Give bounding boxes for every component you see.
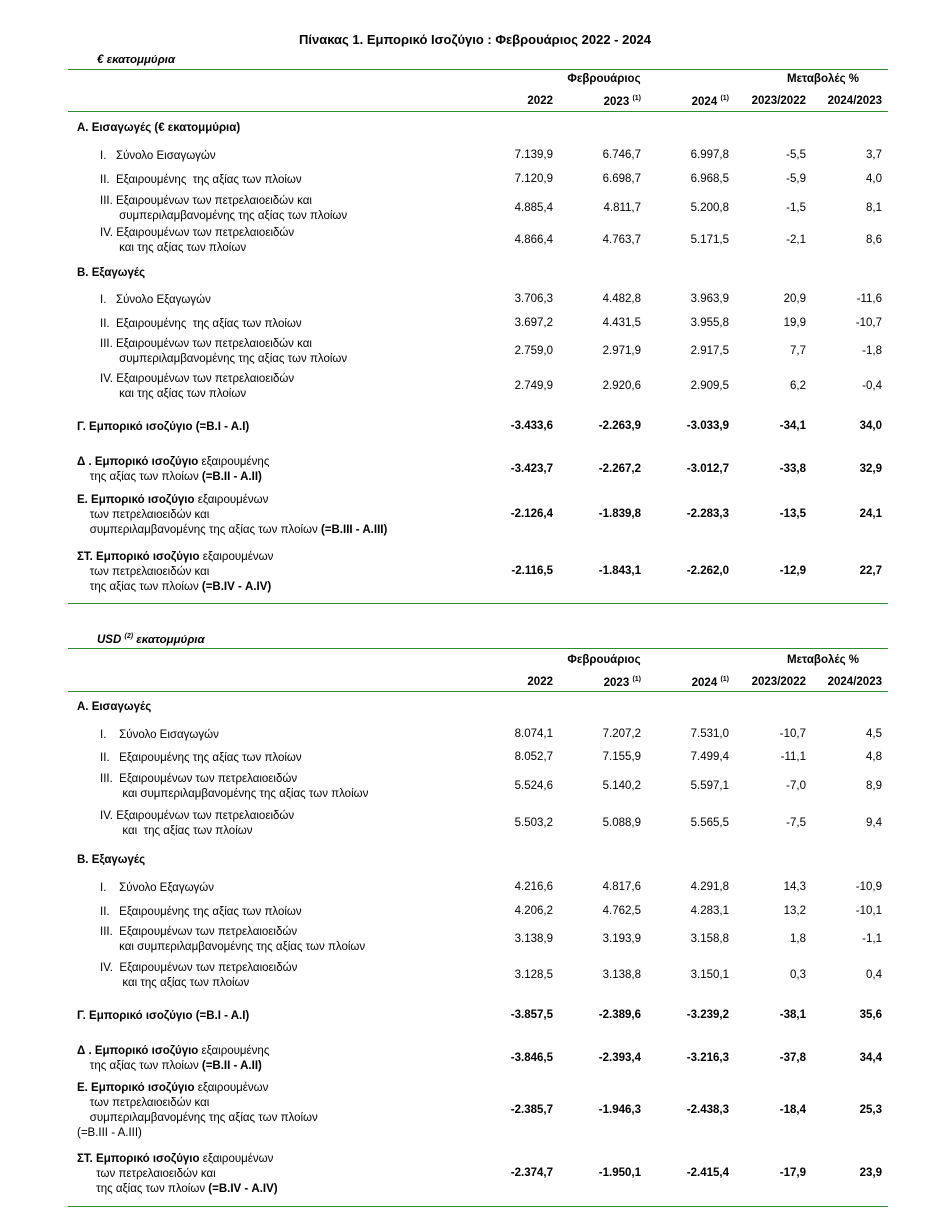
row-label-line: και συμπεριλαμβανομένης της αξίας των πλοίων	[100, 788, 369, 800]
row-label-line	[77, 1111, 318, 1126]
row-label-line: και της αξίας των πλοίων	[100, 825, 253, 837]
table-cell: -3.846,5	[510, 1051, 553, 1064]
table-cell: 35,6	[859, 1009, 882, 1021]
row-label-line: και συμπεριλαμβανομένης της αξίας των πλοίων	[100, 941, 366, 953]
column-header-2023	[541, 95, 641, 108]
group-heading	[77, 700, 151, 715]
table-cell: 3,7	[866, 149, 882, 161]
table-cell: -1.946,3	[598, 1103, 641, 1116]
table-cell: -2.389,6	[598, 1009, 641, 1021]
table-cell: 4,5	[866, 728, 882, 740]
unit-label-footnote: (2)	[124, 633, 134, 640]
table-cell: -1.843,1	[598, 565, 641, 577]
row-label-segment: των πετρελαιοειδών και	[77, 509, 210, 521]
row-label-segment: των πετρελαιοειδών και	[77, 1168, 216, 1180]
table-cell: -2.385,7	[510, 1103, 553, 1116]
row-label-line: και της αξίας των πλοίων	[100, 388, 247, 400]
table-cell: 5.140,2	[602, 779, 641, 792]
table-cell: 4.283,1	[690, 905, 729, 917]
table-cell: -2.267,2	[598, 462, 641, 475]
row-label-line: IV. Εξαιρουμένων των πετρελαιοειδών	[100, 373, 295, 385]
table-cell: 14,3	[783, 881, 806, 893]
row-label-segment: εξαιρουμένης	[198, 1045, 270, 1057]
table-cell: -1.839,8	[598, 508, 641, 520]
table-cell: -12,9	[779, 565, 806, 577]
unit-label	[97, 54, 175, 66]
table-cell: 9,4	[866, 816, 882, 829]
table-cell: 7.139,9	[514, 149, 553, 161]
table-cell: 3.706,3	[514, 293, 553, 305]
table-cell: -2.374,7	[510, 1167, 553, 1179]
table-cell: -10,7	[779, 728, 806, 740]
table-cell: 5.200,8	[690, 201, 729, 214]
row-label-segment: εξαιρουμένων	[199, 551, 274, 563]
column-header-footnote: (1)	[632, 676, 641, 683]
row-label-segment: (=Β.ΙΙΙ - Α.ΙΙΙ)	[77, 1127, 142, 1139]
row-label-line	[77, 580, 273, 595]
table-cell: 3.955,8	[690, 317, 729, 329]
row-label	[100, 173, 302, 188]
unit-label-tail: εκατομμύρια	[136, 633, 205, 646]
table-cell: 7.207,2	[602, 728, 641, 740]
table-cell: 34,4	[859, 1051, 882, 1064]
group-heading	[77, 266, 145, 281]
table-cell: 7,7	[790, 344, 806, 357]
table-cell: 4,0	[866, 173, 882, 185]
row-label-line: III. Εξαιρουμένων των πετρελαιοειδών και	[100, 338, 312, 350]
table-cell: -34,1	[779, 420, 806, 432]
table-cell: 5.171,5	[690, 233, 729, 246]
row-label-line	[77, 470, 269, 485]
row-label	[100, 772, 368, 802]
table-cell: 3.150,1	[690, 968, 729, 981]
table-cell: -18,4	[779, 1103, 806, 1116]
row-label-segment: (=Β.ΙΙ - Α.ΙΙ)	[201, 1060, 262, 1072]
row-label-line: και της αξίας των πλοίων	[100, 242, 247, 254]
table-cell: -2.283,3	[686, 508, 729, 520]
row-label-line: II. Εξαιρουμένης της αξίας των πλοίων	[100, 174, 302, 186]
row-label-segment: (=Β.ΙV - Α.ΙV)	[201, 581, 272, 593]
table-bottom-rule	[68, 1206, 888, 1207]
table-cell: -7,0	[786, 779, 806, 792]
row-label-line	[77, 493, 387, 508]
row-label-segment: Ε. Εμπορικό ισοζύγιο	[77, 494, 195, 506]
row-label-line: συμπεριλαμβανομένης της αξίας των πλοίων	[100, 210, 348, 222]
row-label	[100, 194, 347, 224]
row-label-line	[77, 508, 387, 523]
table-cell: -2.263,9	[598, 420, 641, 432]
row-label	[100, 809, 294, 839]
table-cell: 5.088,9	[602, 816, 641, 829]
row-label	[100, 728, 219, 743]
balance-row-label	[77, 420, 249, 435]
table-cell: 6.746,7	[602, 149, 641, 161]
table-cell: -3.433,6	[510, 420, 553, 432]
group-heading	[77, 121, 240, 136]
table-cell: -2,1	[786, 233, 806, 246]
table-cell: -10,9	[855, 881, 882, 893]
row-label-segment: των πετρελαιοειδών και	[77, 1097, 210, 1109]
row-label-line	[77, 1096, 318, 1111]
row-label-line: II. Εξαιρουμένης της αξίας των πλοίων	[100, 752, 302, 764]
row-label-line	[77, 1126, 318, 1141]
header-group-changes: Μεταβολές %	[787, 654, 859, 666]
row-label-line	[77, 420, 249, 435]
row-label-segment: Γ. Εμπορικό ισοζύγιο (=Β.Ι - Α.Ι)	[77, 1010, 250, 1022]
row-label-segment: Ε. Εμπορικό ισοζύγιο	[77, 1082, 195, 1094]
row-label-line: I. Σύνολο Εισαγωγών	[100, 729, 219, 741]
table-cell: -10,1	[855, 905, 882, 917]
table-cell: -37,8	[779, 1051, 806, 1064]
table-cell: 23,9	[859, 1167, 882, 1179]
table-cell: 4.482,8	[602, 293, 641, 305]
table-cell: 34,0	[859, 420, 882, 432]
table-cell: -2.126,4	[510, 508, 553, 520]
table-cell: 5.565,5	[690, 816, 729, 829]
table-cell: 7.531,0	[690, 728, 729, 740]
balance-row-label	[77, 550, 273, 595]
table-cell: 3.128,5	[514, 968, 553, 981]
row-label-line	[77, 565, 273, 580]
page-title: Πίνακας 1. Εμπορικό Ισοζύγιο : Φεβρουάριος 2022 - 2024	[298, 32, 652, 47]
table-cell: -3.012,7	[686, 462, 729, 475]
table-cell: 6.997,8	[690, 149, 729, 161]
row-label-line: IV. Εξαιρουμένων των πετρελαιοειδών	[100, 227, 295, 239]
row-label-line: συμπεριλαμβανομένης της αξίας των πλοίων	[100, 353, 348, 365]
row-label-segment: Γ. Εμπορικό ισοζύγιο (=Β.Ι - Α.Ι)	[77, 421, 250, 433]
column-header-text: 2023	[603, 95, 630, 108]
row-label-segment: εξαιρουμένης	[198, 456, 270, 468]
row-label-segment: συμπεριλαμβανομένης της αξίας των πλοίων	[77, 1112, 318, 1124]
table-cell: 32,9	[859, 462, 882, 475]
table-cell: 2.917,5	[690, 344, 729, 357]
row-label-line: II. Εξαιρουμένης της αξίας των πλοίων	[100, 906, 302, 918]
table-bottom-rule	[68, 603, 888, 604]
table-cell: 13,2	[783, 905, 806, 917]
table-cell: 4.762,5	[602, 905, 641, 917]
column-header-text: 2024	[691, 676, 718, 689]
table-cell: 4.811,7	[603, 201, 641, 214]
column-header-2023	[541, 676, 641, 689]
table-cell: 8.074,1	[514, 728, 553, 740]
row-label-segment: της αξίας των πλοίων	[77, 1060, 202, 1072]
row-label-line: I. Σύνολο Εξαγωγών	[100, 882, 215, 894]
row-label	[100, 751, 302, 766]
row-label-line: II. Εξαιρουμένης της αξίας των πλοίων	[100, 318, 302, 330]
column-header-text: 2022	[527, 676, 553, 688]
table-top-rule	[68, 69, 888, 70]
unit-label-text: € εκατομμύρια	[97, 54, 175, 66]
table-cell: 20,9	[783, 293, 806, 305]
row-label-line: IV. Εξαιρουμένων των πετρελαιοειδών	[100, 810, 295, 822]
column-header-text: 2023/2022	[751, 95, 806, 107]
row-label-segment: ΣΤ. Εμπορικό ισοζύγιο	[77, 551, 200, 563]
table-cell: -33,8	[779, 462, 806, 475]
table-cell: 3.138,9	[514, 932, 553, 945]
row-label-line: και της αξίας των πλοίων	[100, 977, 250, 989]
row-label-line	[77, 550, 273, 565]
column-header-text: 2023	[603, 676, 630, 689]
row-label-line: I. Σύνολο Εξαγωγών	[100, 294, 211, 306]
row-label-segment: ΣΤ. Εμπορικό ισοζύγιο	[77, 1153, 200, 1165]
table-cell: -1,8	[862, 344, 882, 357]
table-cell: 8,6	[866, 233, 882, 246]
table-cell: 4.763,7	[602, 233, 641, 246]
table-cell: 4,8	[866, 751, 882, 763]
row-label-line: IV. Εξαιρουμένων των πετρελαιοειδών	[100, 962, 298, 974]
table-cell: 4.216,6	[514, 881, 553, 893]
table-cell: 4.866,4	[514, 233, 553, 246]
table-cell: 3.193,9	[602, 932, 641, 945]
row-label	[100, 905, 302, 920]
table-cell: 22,7	[859, 565, 882, 577]
row-label	[100, 149, 216, 164]
table-cell: -2.262,0	[686, 565, 729, 577]
table-cell: -0,4	[862, 379, 882, 392]
row-label-line: I. Σύνολο Εισαγωγών	[100, 150, 216, 162]
balance-row-label	[77, 493, 387, 538]
row-label-segment: (=Β.ΙV - Α.ΙV)	[208, 1183, 278, 1195]
table-cell: 4.431,5	[602, 317, 641, 329]
table-cell: -17,9	[779, 1167, 806, 1179]
row-label-line	[77, 455, 269, 470]
table-cell: 3.963,9	[690, 293, 729, 305]
row-label-segment: συμπεριλαμβανομένης της αξίας των πλοίων	[77, 524, 321, 536]
row-label-line	[77, 1167, 278, 1182]
table-cell: 24,1	[859, 508, 882, 520]
group-heading	[77, 853, 145, 868]
row-label-line: Α. Εισαγωγές (€ εκατομμύρια)	[77, 122, 241, 134]
row-label	[100, 881, 214, 896]
row-label-line: III. Εξαιρουμένων των πετρελαιοειδών και	[100, 195, 312, 207]
header-group-february: Φεβρουάριος	[567, 73, 641, 85]
column-header-footnote: (1)	[720, 676, 729, 683]
column-header-text: 2023/2022	[751, 676, 806, 688]
row-label-segment: της αξίας των πλοίων	[77, 471, 202, 483]
table-cell: -1,1	[862, 932, 882, 945]
table-cell: 2.920,6	[602, 379, 641, 392]
row-label-segment: της αξίας των πλοίων	[77, 1183, 209, 1195]
row-label-line: III. Εξαιρουμένων των πετρελαιοειδών	[100, 926, 298, 938]
row-label-line	[77, 1152, 278, 1167]
row-label	[100, 337, 347, 367]
row-label-segment: της αξίας των πλοίων	[77, 581, 202, 593]
row-label	[100, 293, 211, 308]
row-label-line	[77, 1182, 278, 1197]
row-label-line	[77, 523, 387, 538]
row-label-line: Α. Εισαγωγές	[77, 701, 152, 713]
table-cell: -1.950,1	[598, 1167, 641, 1179]
table-cell: 3.697,2	[514, 317, 553, 329]
row-label-segment: (=Β.ΙΙ - Α.ΙΙ)	[201, 471, 262, 483]
row-label-segment: των πετρελαιοειδών και	[77, 566, 210, 578]
row-label-line: Β. Εξαγωγές	[77, 854, 146, 866]
table-cell: 2.971,9	[602, 344, 641, 357]
table-cell: 5.597,1	[690, 779, 729, 792]
balance-row-label	[77, 1044, 269, 1074]
table-cell: -10,7	[855, 317, 882, 329]
balance-row-label	[77, 1081, 318, 1141]
table-cell: 6.698,7	[602, 173, 641, 185]
table-cell: 1,8	[790, 932, 806, 945]
balance-row-label	[77, 455, 269, 485]
table-cell: 4.206,2	[514, 905, 553, 917]
table-cell: -5,9	[786, 173, 806, 185]
table-cell: 4.817,6	[602, 881, 641, 893]
table-cell: 4.885,4	[514, 201, 553, 214]
table-cell: -3.033,9	[686, 420, 729, 432]
table-cell: 4.291,8	[690, 881, 729, 893]
table-cell: 2.909,5	[690, 379, 729, 392]
column-header-text: 2022	[527, 95, 553, 107]
table-cell: 8.052,7	[514, 751, 553, 763]
table-cell: -3.857,5	[510, 1009, 553, 1021]
header-group-changes: Μεταβολές %	[787, 73, 859, 85]
table-cell: -3.239,2	[686, 1009, 729, 1021]
row-label-line	[77, 1081, 318, 1096]
unit-label-text: USD	[97, 633, 122, 646]
balance-row-label	[77, 1009, 249, 1024]
table-cell: -38,1	[779, 1009, 806, 1021]
column-header-2022	[453, 676, 553, 688]
column-header-ch2	[782, 676, 882, 688]
row-label-segment: εξαιρουμένων	[194, 1082, 269, 1094]
column-header-2022	[453, 95, 553, 107]
row-label	[100, 372, 294, 402]
table-cell: -13,5	[779, 508, 806, 520]
table-cell: 2.749,9	[514, 379, 553, 392]
row-label	[100, 226, 294, 256]
table-cell: -2.393,4	[598, 1051, 641, 1064]
row-label-segment: εξαιρουμένων	[194, 494, 269, 506]
table-cell: 7.120,9	[514, 173, 553, 185]
table-cell: -3.423,7	[510, 462, 553, 475]
table-cell: -7,5	[786, 816, 806, 829]
row-label	[100, 961, 297, 991]
table-top-rule	[68, 648, 888, 649]
table-cell: 6,2	[790, 379, 806, 392]
table-cell: -11,6	[856, 293, 882, 305]
table-cell: -1,5	[786, 201, 806, 214]
table-cell: 0,3	[790, 968, 806, 981]
header-rule	[68, 111, 888, 112]
row-label	[100, 925, 365, 955]
row-label-segment: Δ . Εμπορικό ισοζύγιο	[77, 1045, 199, 1057]
table-cell: 19,9	[783, 317, 806, 329]
row-label-segment: εξαιρουμένων	[199, 1153, 274, 1165]
table-cell: -11,1	[780, 751, 806, 763]
row-label-line	[77, 1059, 269, 1074]
row-label-line	[77, 1009, 249, 1024]
column-header-text: 2024/2023	[827, 676, 882, 688]
table-cell: 8,9	[866, 779, 882, 792]
header-group-february: Φεβρουάριος	[567, 654, 641, 666]
row-label-segment: (=Β.ΙΙΙ - Α.ΙΙΙ)	[320, 524, 388, 536]
header-rule	[68, 691, 888, 692]
table-cell: 5.503,2	[514, 816, 553, 829]
unit-label	[97, 633, 205, 646]
column-header-footnote: (1)	[720, 95, 729, 102]
table-cell: 3.158,8	[690, 932, 729, 945]
balance-row-label	[77, 1152, 278, 1197]
table-cell: 2.759,0	[514, 344, 553, 357]
table-cell: 7.155,9	[602, 751, 641, 763]
column-header-footnote: (1)	[632, 95, 641, 102]
table-cell: -2.415,4	[686, 1167, 729, 1179]
table-cell: 6.968,5	[690, 173, 729, 185]
row-label-line: Β. Εξαγωγές	[77, 267, 146, 279]
table-cell: -2.116,5	[511, 565, 553, 577]
table-cell: 25,3	[859, 1103, 882, 1116]
table-cell: 5.524,6	[514, 779, 553, 792]
row-label	[100, 317, 302, 332]
column-header-text: 2024	[691, 95, 718, 108]
table-cell: 0,4	[866, 968, 882, 981]
column-header-text: 2024/2023	[827, 95, 882, 107]
column-header-ch2	[782, 95, 882, 107]
row-label-line	[77, 1044, 269, 1059]
row-label-line: III. Εξαιρουμένων των πετρελαιοειδών	[100, 773, 298, 785]
table-cell: -2.438,3	[686, 1103, 729, 1116]
table-cell: -3.216,3	[686, 1051, 729, 1064]
table-cell: -5,5	[786, 149, 806, 161]
table-cell: 3.138,8	[602, 968, 641, 981]
table-cell: 8,1	[866, 201, 882, 214]
table-cell: 7.499,4	[690, 751, 729, 763]
row-label-segment: Δ . Εμπορικό ισοζύγιο	[77, 456, 199, 468]
